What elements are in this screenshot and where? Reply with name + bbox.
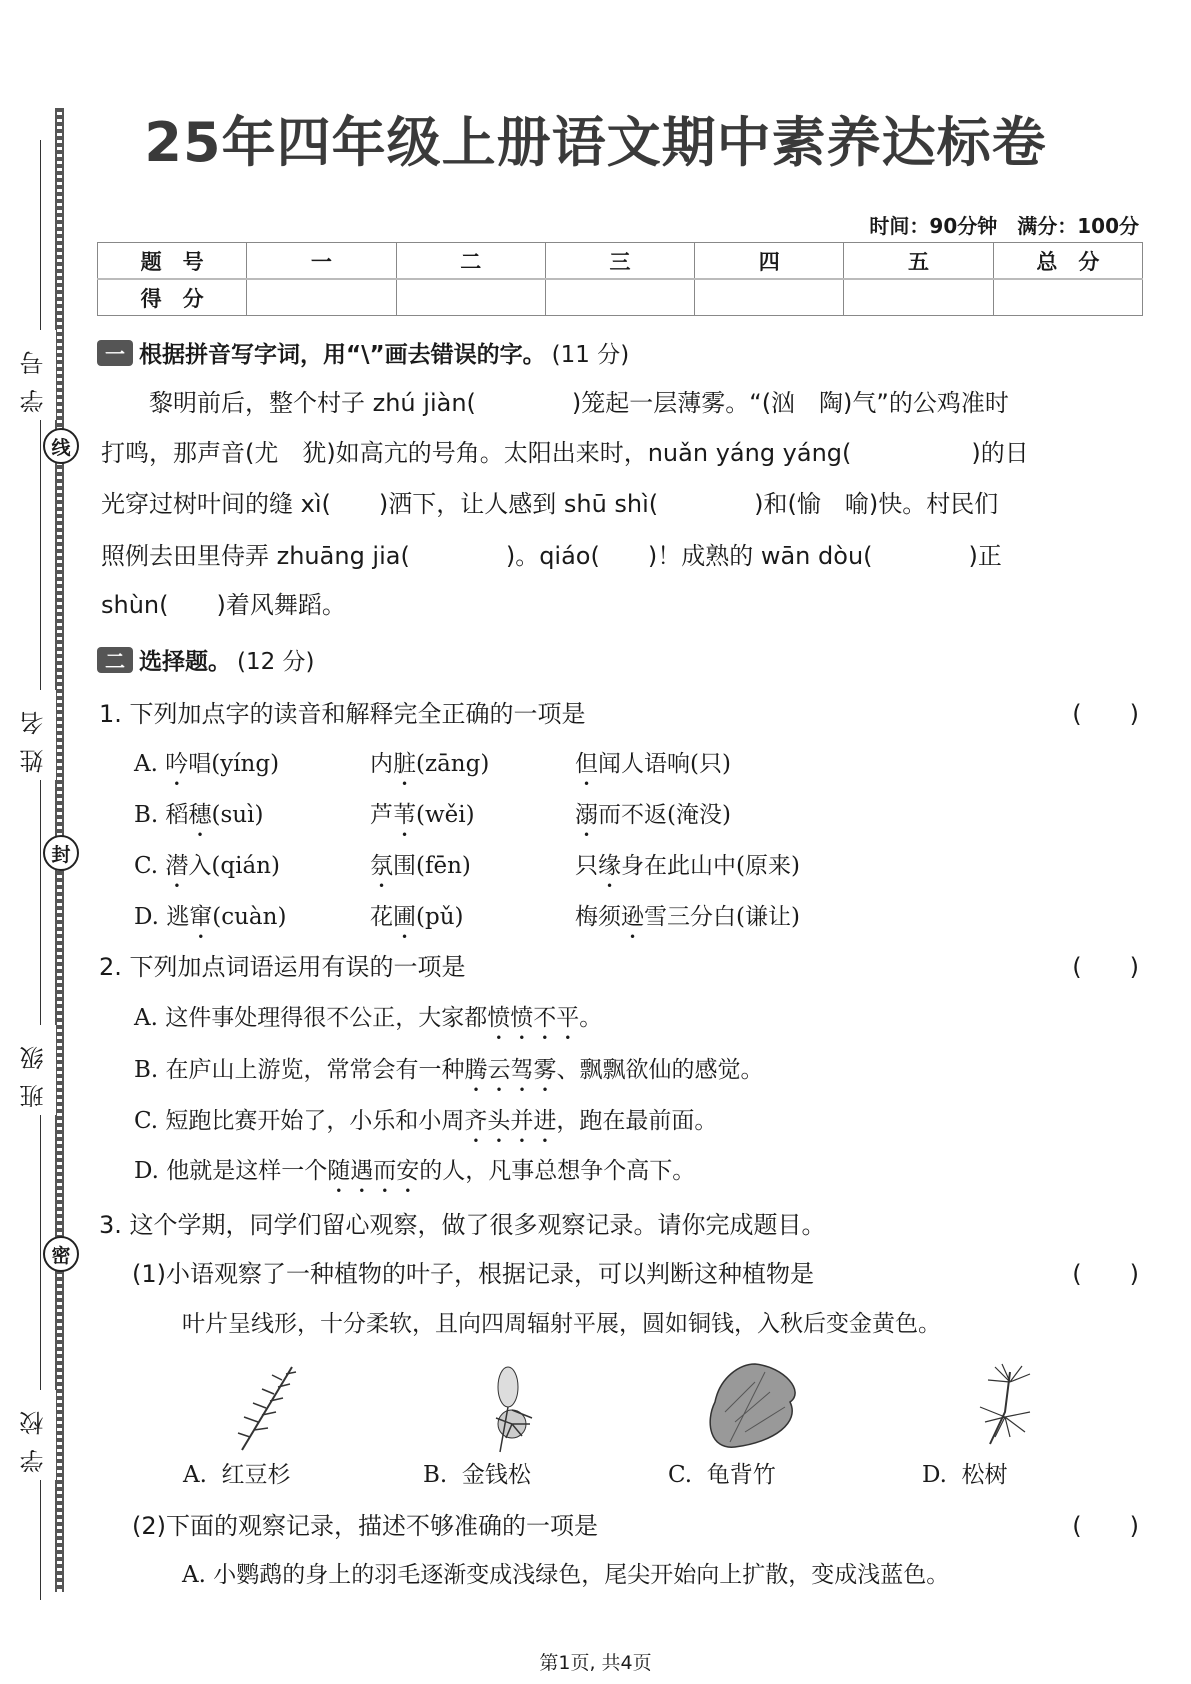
section-1-header <box>97 336 629 369</box>
dotted-char: 潜 <box>165 853 189 879</box>
question-1-option-item <box>370 796 475 842</box>
dotted-char: 氛 <box>370 853 393 879</box>
passage-line: 光穿过树叶间的缝 xì( )洒下，让人感到 shū shì( )和(愉 喻)快。村民们 <box>101 490 999 518</box>
option-text: A. <box>134 751 166 777</box>
section-title: 根据拼音写字词，用“\”画去错误的字。 <box>139 342 546 368</box>
question-1-option-item <box>134 745 279 791</box>
question-3-1-stem: (1)小语观察了一种植物的叶子，根据记录，可以判断这种植物是 <box>132 1260 814 1288</box>
score-row-label: 得 分 <box>98 279 247 316</box>
score-cell[interactable] <box>993 279 1142 316</box>
plant-image-hongdoushan <box>232 1362 302 1452</box>
question-1-option-item <box>134 898 286 944</box>
dotted-char: 吟 <box>165 751 189 777</box>
score-header: 三 <box>545 243 694 280</box>
score-header: 总 分 <box>993 243 1142 280</box>
option-text: A. 这件事处理得很不公正，大家都 <box>134 1005 488 1031</box>
plant-image-guibeizhu <box>705 1362 805 1452</box>
option-text: 只 <box>575 853 598 879</box>
seal-xian: 线 <box>43 428 79 464</box>
passage-line: 照例去田里侍弄 zhuāng jia( )。qiáo( )！成熟的 wān dòu( )正 <box>101 542 1002 570</box>
question-1-option-item <box>575 745 731 791</box>
option-text: 、飘飘欲仙的感觉。 <box>556 1057 764 1083</box>
option-text: 的人，凡事总想争个高下。 <box>419 1158 696 1184</box>
option-text: 而不返(淹没) <box>598 802 731 828</box>
page-title: 25年四年级上册语文期中素养达标卷 <box>144 111 1047 174</box>
question-3-2-option-a: A. 小鹦鹉的身上的羽毛逐渐变成浅绿色，尾尖开始向上扩散，变成浅蓝色。 <box>182 1562 950 1588</box>
dotted-phrase: 随遇而安 <box>327 1158 420 1184</box>
section-number: 一 <box>97 340 133 366</box>
option-text: (suì) <box>211 802 264 828</box>
option-text: (zāng) <box>416 751 490 777</box>
answer-blank[interactable]: ( ) <box>1072 700 1139 728</box>
score-cell[interactable] <box>695 279 844 316</box>
question-2-stem: 2. 下列加点词语运用有误的一项是 <box>99 953 466 981</box>
section-2-header <box>97 643 315 676</box>
passage-line: 打鸣，那声音(尤 犹)如高亢的号角。太阳出来时，nuǎn yáng yáng( )的日 <box>101 439 1029 467</box>
option-text: (wěi) <box>416 802 475 828</box>
dotted-char: 溺 <box>575 802 598 828</box>
question-1-option-item <box>575 847 800 893</box>
dotted-phrase: 齐头并进 <box>464 1108 557 1134</box>
option-text: 梅须 <box>575 904 621 930</box>
question-1-stem: 1. 下列加点字的读音和解释完全正确的一项是 <box>99 700 586 728</box>
question-3-2-stem: (2)下面的观察记录，描述不够准确的一项是 <box>132 1512 598 1540</box>
dotted-char: 穗 <box>188 802 212 828</box>
score-cell[interactable] <box>545 279 694 316</box>
dotted-phrase: 愤愤不平 <box>487 1005 580 1031</box>
option-text: ，跑在最前面。 <box>556 1108 718 1134</box>
question-2-option <box>134 999 602 1045</box>
question-1-option-item <box>134 796 263 842</box>
option-text: 花 <box>370 904 393 930</box>
seal-feng: 封 <box>43 835 79 871</box>
option-text: B. 在庐山上游览，常常会有一种 <box>134 1057 465 1083</box>
question-2-option <box>134 1051 764 1097</box>
dotted-char: 苇 <box>393 802 416 828</box>
question-1-option-item <box>134 847 280 893</box>
side-label-school: 学校 <box>16 1390 56 1480</box>
option-text: 身在此山中(原来) <box>621 853 800 879</box>
side-label-class: 班级 <box>16 1025 56 1115</box>
choice-d[interactable]: D. 松树 <box>922 1462 1008 1488</box>
option-text: 雪三分白(谦让) <box>644 904 800 930</box>
section-number: 二 <box>97 647 133 673</box>
option-text: 芦 <box>370 802 393 828</box>
score-cell[interactable] <box>844 279 993 316</box>
question-2-option <box>134 1102 717 1148</box>
section-title: 选择题。 <box>139 649 231 675</box>
question-3-stem: 3. 这个学期，同学们留心观察，做了很多观察记录。请你完成题目。 <box>99 1211 826 1239</box>
option-text: C. 短跑比赛开始了，小乐和小周 <box>134 1108 465 1134</box>
question-1-option-item <box>370 745 489 791</box>
score-table <box>97 242 1143 316</box>
score-cell[interactable] <box>247 279 396 316</box>
answer-blank[interactable]: ( ) <box>1072 953 1139 981</box>
answer-blank[interactable]: ( ) <box>1072 1260 1139 1288</box>
choice-c[interactable]: C. 龟背竹 <box>668 1462 776 1488</box>
question-1-option-item <box>575 898 800 944</box>
option-text: (pǔ) <box>416 904 464 930</box>
passage-line: shùn( )着风舞蹈。 <box>101 591 346 619</box>
score-header: 题 号 <box>98 243 247 280</box>
score-header: 一 <box>247 243 396 280</box>
dotted-char: 但 <box>575 751 598 777</box>
answer-blank[interactable]: ( ) <box>1072 1512 1139 1540</box>
choice-a[interactable]: A. 红豆杉 <box>183 1462 291 1488</box>
page-footer: 第1页, 共4页 <box>539 1652 652 1674</box>
dotted-phrase: 腾云驾雾 <box>464 1057 557 1083</box>
exam-meta: 时间：90分钟 满分：100分 <box>869 214 1139 238</box>
seal-mi: 密 <box>43 1236 79 1272</box>
section-points: (11 分) <box>551 342 630 368</box>
dotted-char: 脏 <box>393 751 416 777</box>
score-header: 四 <box>695 243 844 280</box>
dotted-char: 圃 <box>393 904 416 930</box>
plant-image-jinqiansong <box>480 1362 540 1457</box>
passage-line: 黎明前后，整个村子 zhú jiàn( )笼起一层薄雾。“(汹 陶)气”的公鸡准时 <box>101 389 1009 417</box>
option-text: D. 他就是这样一个 <box>134 1158 328 1184</box>
option-text: 内 <box>370 751 393 777</box>
option-text: 闻人语响(只) <box>598 751 731 777</box>
plant-description: 叶片呈线形，十分柔软，且向四周辐射平展，圆如铜钱，入秋后变金黄色。 <box>182 1311 941 1337</box>
option-text: C. <box>134 853 166 879</box>
dotted-char: 窜 <box>189 904 213 930</box>
plant-image-songshu <box>975 1362 1035 1447</box>
score-header: 五 <box>844 243 993 280</box>
score-cell[interactable] <box>396 279 545 316</box>
side-label-student-id: 学号 <box>16 330 56 420</box>
choice-b[interactable]: B. 金钱松 <box>423 1462 531 1488</box>
side-label-name: 姓名 <box>16 690 56 780</box>
option-text: 入(qián) <box>188 853 280 879</box>
option-text: 。 <box>579 1005 603 1031</box>
option-text: 唱(yíng) <box>188 751 280 777</box>
section-points: (12 分) <box>237 649 315 675</box>
option-text: B. 稻 <box>134 802 189 828</box>
option-text: (cuàn) <box>212 904 287 930</box>
option-text: D. 逃 <box>134 904 190 930</box>
option-text: 围(fēn) <box>393 853 471 879</box>
dotted-char: 缘 <box>598 853 621 879</box>
question-1-option-item <box>370 898 463 944</box>
question-2-option <box>134 1152 695 1198</box>
question-1-option-item <box>575 796 731 842</box>
score-header: 二 <box>396 243 545 280</box>
question-1-option-item <box>370 847 471 893</box>
dotted-char: 逊 <box>621 904 644 930</box>
